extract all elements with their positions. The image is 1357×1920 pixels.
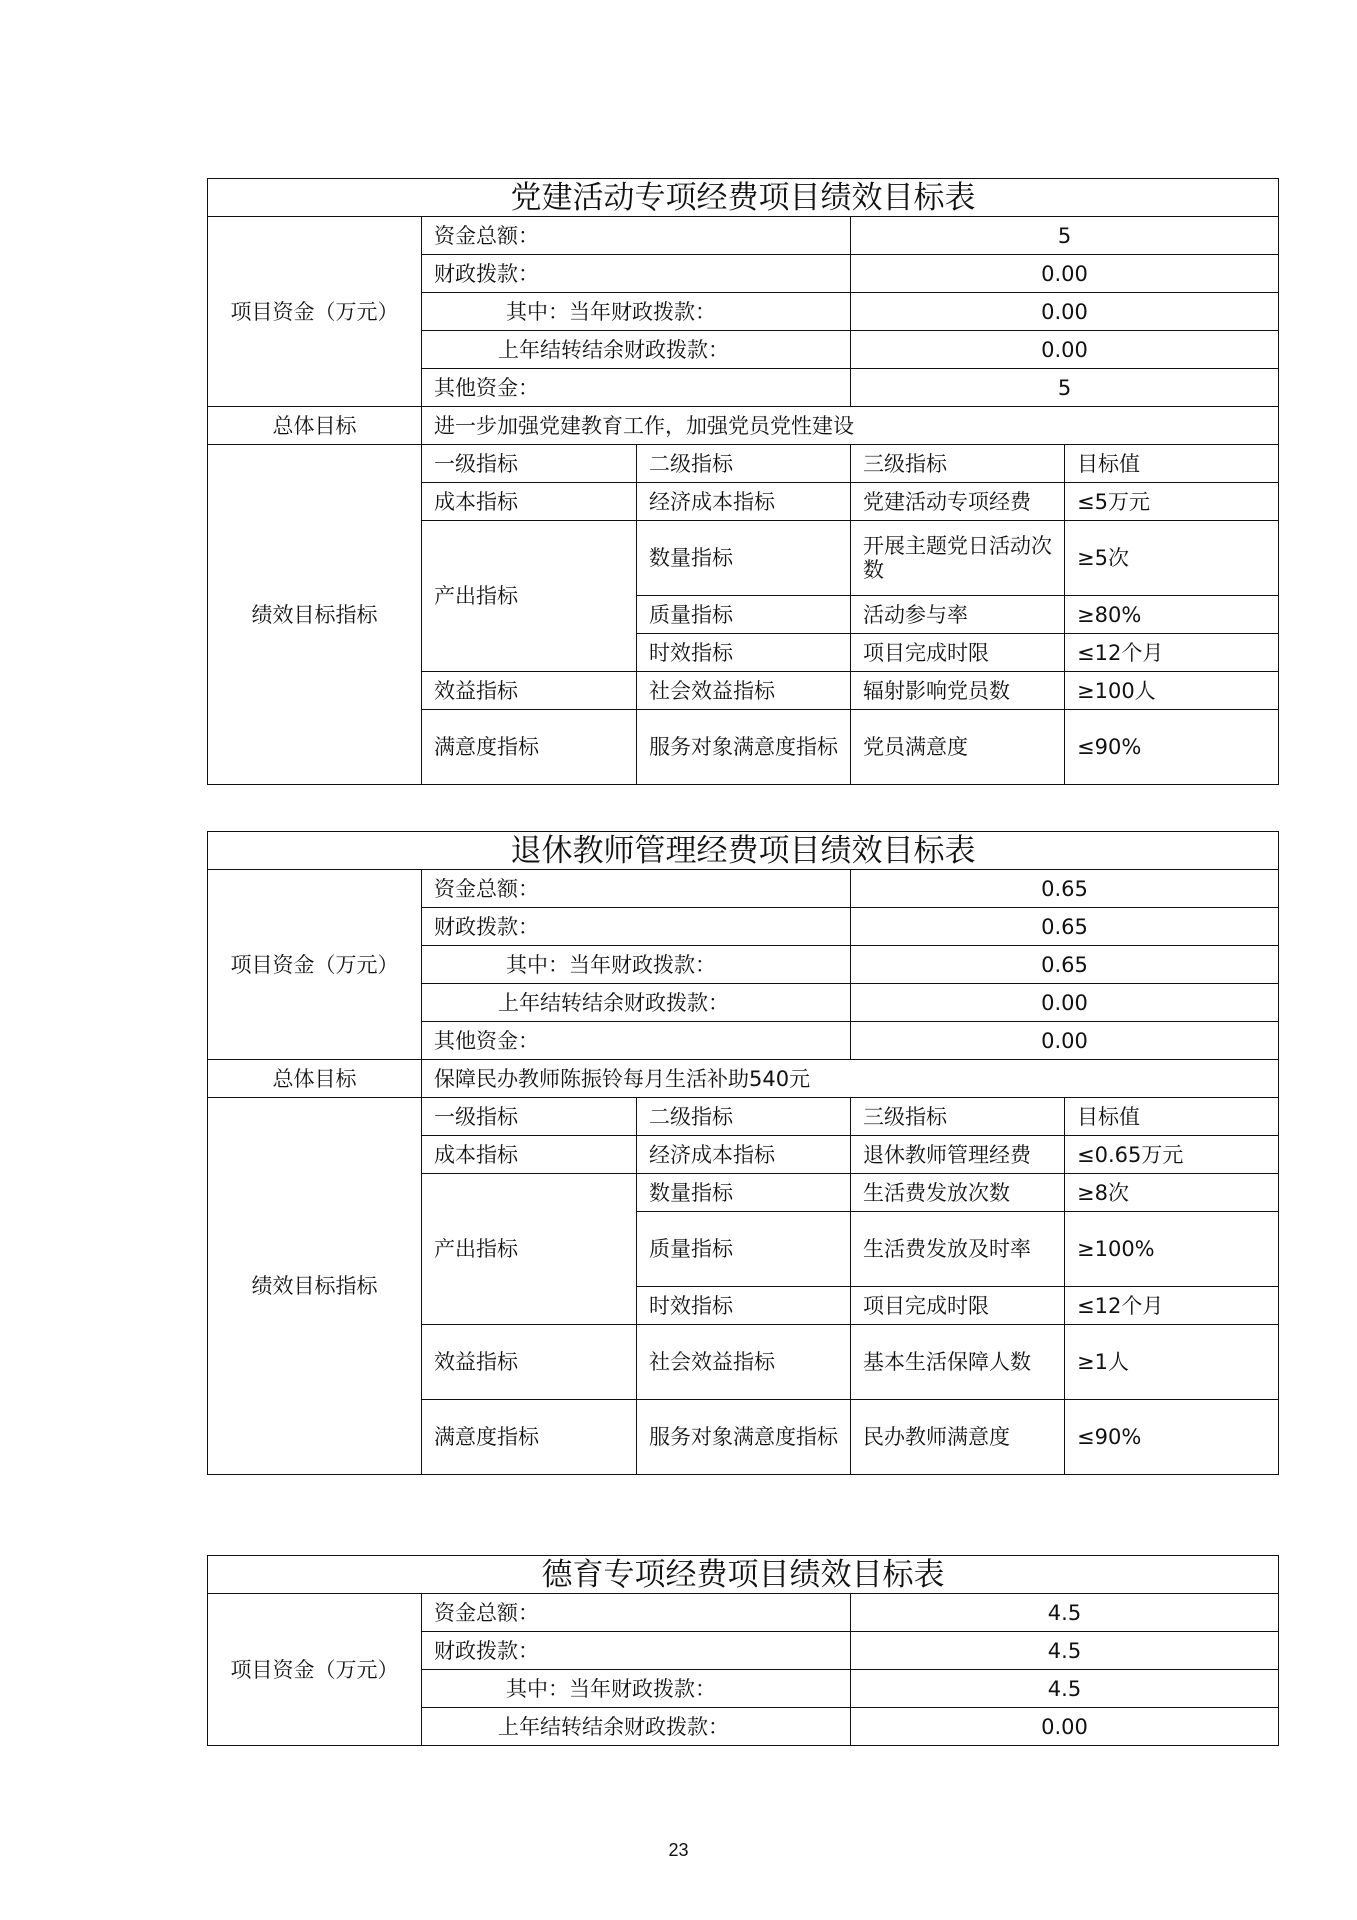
funds-fiscal-value: 0.65 <box>851 908 1279 946</box>
output-l2: 时效指标 <box>637 634 851 672</box>
output-l2: 质量指标 <box>637 1212 851 1287</box>
page-number: 23 <box>668 1840 689 1860</box>
funds-current-year-label: 其中：当年财政拨款： <box>422 1670 851 1708</box>
output-label: 产出指标 <box>422 1174 637 1325</box>
output-value: ≥100% <box>1065 1212 1279 1287</box>
satisfaction-l2: 服务对象满意度指标 <box>637 1400 851 1475</box>
output-l2: 质量指标 <box>637 596 851 634</box>
funds-carryover-label: 上年结转结余财政拨款： <box>422 984 851 1022</box>
performance-table-retired-teachers <box>207 831 1279 1475</box>
header-target: 目标值 <box>1065 445 1279 483</box>
cost-l2: 经济成本指标 <box>637 483 851 521</box>
satisfaction-value: ≤90% <box>1065 1400 1279 1475</box>
output-l3: 生活费发放及时率 <box>851 1212 1065 1287</box>
benefit-value: ≥100人 <box>1065 672 1279 710</box>
output-value: ≤12个月 <box>1065 1287 1279 1325</box>
output-label: 产出指标 <box>422 521 637 672</box>
header-target: 目标值 <box>1065 1098 1279 1136</box>
output-l3: 活动参与率 <box>851 596 1065 634</box>
output-value: ≥8次 <box>1065 1174 1279 1212</box>
output-l2: 时效指标 <box>637 1287 851 1325</box>
goal-label: 总体目标 <box>208 1060 422 1098</box>
funds-carryover-value: 0.00 <box>851 1708 1279 1746</box>
cost-l2: 经济成本指标 <box>637 1136 851 1174</box>
performance-table-party <box>207 178 1279 785</box>
funds-fiscal-label: 财政拨款： <box>422 255 851 293</box>
funds-carryover-label: 上年结转结余财政拨款： <box>422 1708 851 1746</box>
satisfaction-l1: 满意度指标 <box>422 1400 637 1475</box>
funds-current-year-label: 其中：当年财政拨款： <box>422 293 851 331</box>
funds-total-label: 资金总额： <box>422 870 851 908</box>
funds-label: 项目资金（万元） <box>208 1594 422 1746</box>
funds-current-year-value: 4.5 <box>851 1670 1279 1708</box>
funds-fiscal-label: 财政拨款： <box>422 908 851 946</box>
output-l3: 项目完成时限 <box>851 1287 1065 1325</box>
funds-carryover-value: 0.00 <box>851 331 1279 369</box>
funds-carryover-label: 上年结转结余财政拨款： <box>422 331 851 369</box>
table-title: 退休教师管理经费项目绩效目标表 <box>208 832 1279 870</box>
table-title: 德育专项经费项目绩效目标表 <box>208 1556 1279 1594</box>
cost-l1: 成本指标 <box>422 1136 637 1174</box>
cost-l3: 党建活动专项经费 <box>851 483 1065 521</box>
indicator-label: 绩效目标指标 <box>208 1098 422 1475</box>
cost-value: ≤5万元 <box>1065 483 1279 521</box>
funds-carryover-value: 0.00 <box>851 984 1279 1022</box>
satisfaction-l3: 党员满意度 <box>851 710 1065 785</box>
funds-fiscal-value: 4.5 <box>851 1632 1279 1670</box>
benefit-value: ≥1人 <box>1065 1325 1279 1400</box>
satisfaction-l1: 满意度指标 <box>422 710 637 785</box>
cost-l3: 退休教师管理经费 <box>851 1136 1065 1174</box>
funds-total-label: 资金总额： <box>422 1594 851 1632</box>
benefit-l2: 社会效益指标 <box>637 1325 851 1400</box>
benefit-l3: 基本生活保障人数 <box>851 1325 1065 1400</box>
table-title: 党建活动专项经费项目绩效目标表 <box>208 179 1279 217</box>
funds-other-value: 5 <box>851 369 1279 407</box>
benefit-l3: 辐射影响党员数 <box>851 672 1065 710</box>
header-level1: 一级指标 <box>422 445 637 483</box>
cost-value: ≤0.65万元 <box>1065 1136 1279 1174</box>
header-level2: 二级指标 <box>637 1098 851 1136</box>
benefit-l2: 社会效益指标 <box>637 672 851 710</box>
output-value: ≥80% <box>1065 596 1279 634</box>
funds-total-label: 资金总额： <box>422 217 851 255</box>
funds-fiscal-label: 财政拨款： <box>422 1632 851 1670</box>
funds-other-label: 其他资金： <box>422 1022 851 1060</box>
output-value: ≤12个月 <box>1065 634 1279 672</box>
output-l2: 数量指标 <box>637 1174 851 1212</box>
funds-total-value: 5 <box>851 217 1279 255</box>
satisfaction-value: ≤90% <box>1065 710 1279 785</box>
goal-text: 进一步加强党建教育工作，加强党员党性建设 <box>422 407 1279 445</box>
funds-current-year-label: 其中：当年财政拨款： <box>422 946 851 984</box>
satisfaction-l2: 服务对象满意度指标 <box>637 710 851 785</box>
output-l3: 开展主题党日活动次数 <box>851 521 1065 596</box>
output-l2: 数量指标 <box>637 521 851 596</box>
header-level3: 三级指标 <box>851 445 1065 483</box>
funds-current-year-value: 0.65 <box>851 946 1279 984</box>
funds-other-value: 0.00 <box>851 1022 1279 1060</box>
funds-current-year-value: 0.00 <box>851 293 1279 331</box>
funds-other-label: 其他资金： <box>422 369 851 407</box>
output-value: ≥5次 <box>1065 521 1279 596</box>
cost-l1: 成本指标 <box>422 483 637 521</box>
funds-label: 项目资金（万元） <box>208 870 422 1060</box>
benefit-l1: 效益指标 <box>422 672 637 710</box>
header-level3: 三级指标 <box>851 1098 1065 1136</box>
header-level1: 一级指标 <box>422 1098 637 1136</box>
funds-total-value: 0.65 <box>851 870 1279 908</box>
funds-label: 项目资金（万元） <box>208 217 422 407</box>
indicator-label: 绩效目标指标 <box>208 445 422 785</box>
header-level2: 二级指标 <box>637 445 851 483</box>
performance-table-moral-education <box>207 1555 1279 1746</box>
goal-label: 总体目标 <box>208 407 422 445</box>
satisfaction-l3: 民办教师满意度 <box>851 1400 1065 1475</box>
output-l3: 项目完成时限 <box>851 634 1065 672</box>
benefit-l1: 效益指标 <box>422 1325 637 1400</box>
output-l3: 生活费发放次数 <box>851 1174 1065 1212</box>
funds-fiscal-value: 0.00 <box>851 255 1279 293</box>
funds-total-value: 4.5 <box>851 1594 1279 1632</box>
goal-text: 保障民办教师陈振铃每月生活补助540元 <box>422 1060 1279 1098</box>
